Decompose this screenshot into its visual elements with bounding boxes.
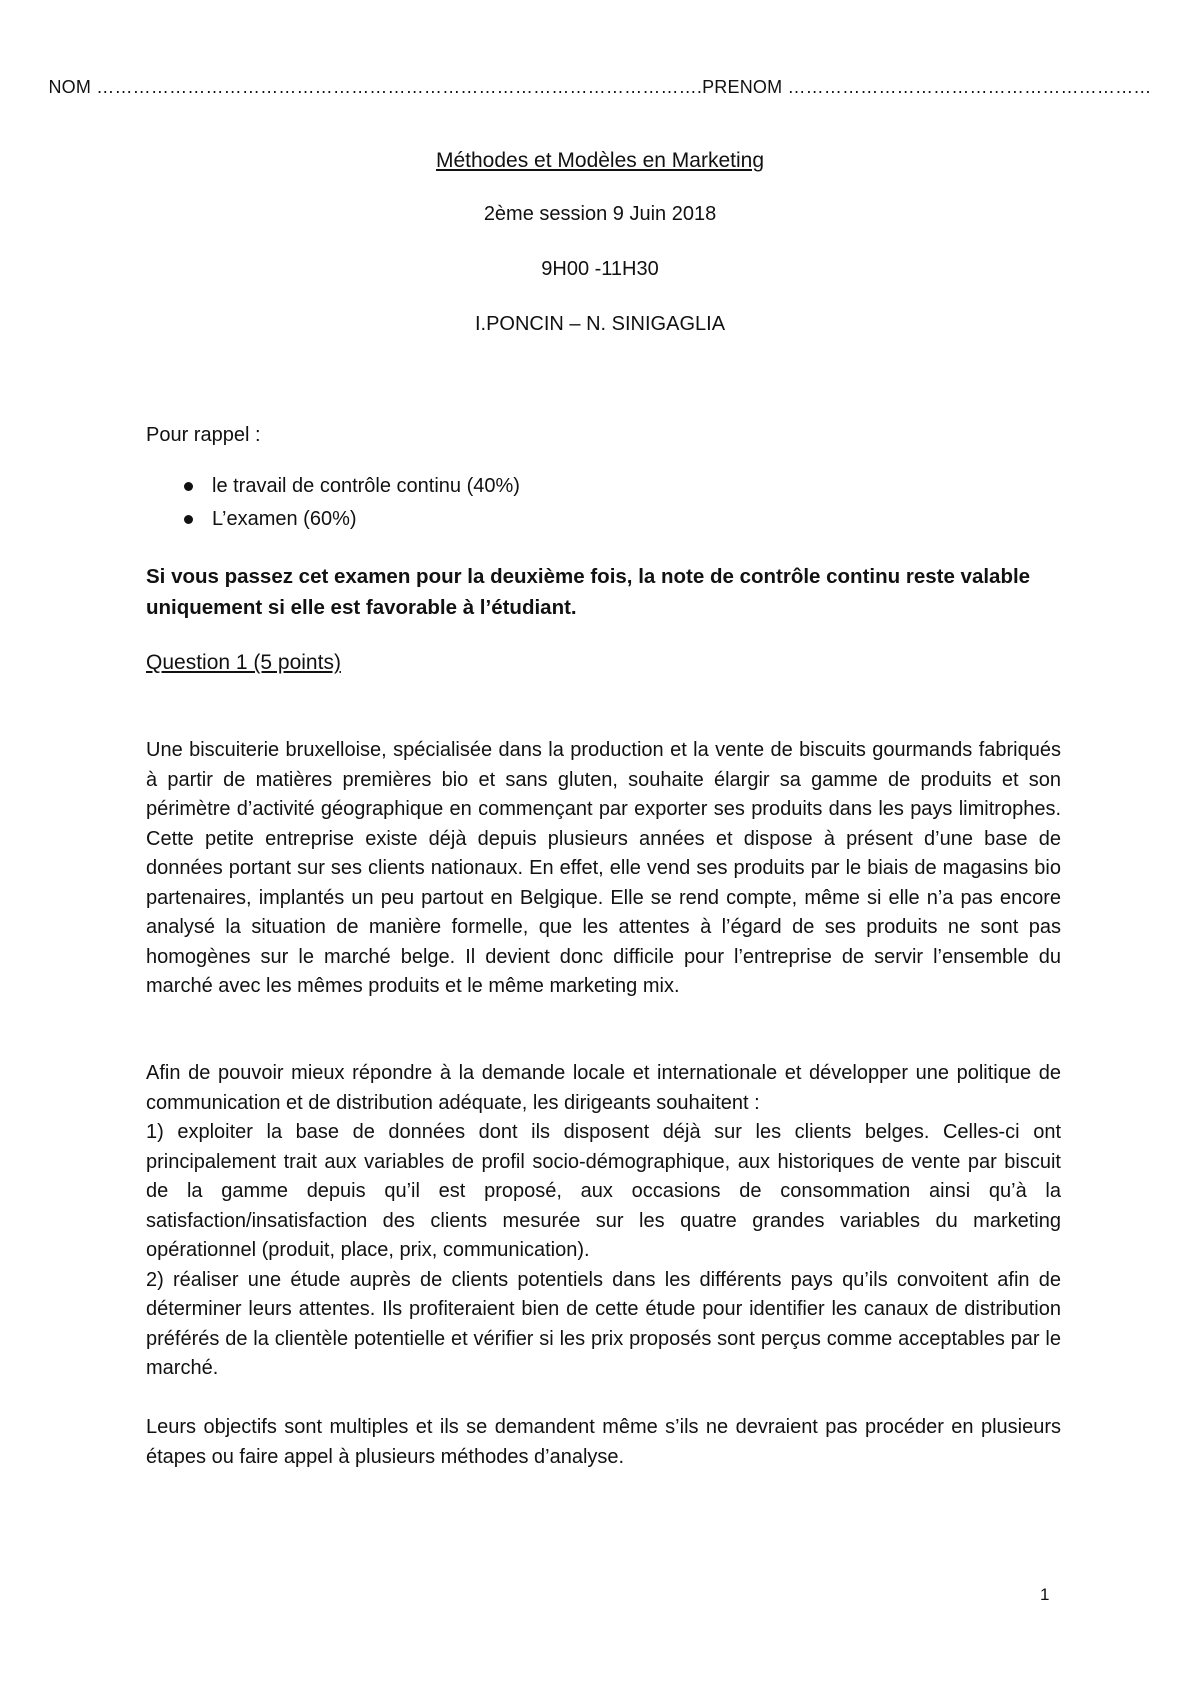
paragraph-text: Leurs objectifs sont multiples et ils se demandent même s’ils ne devraient pas procéder en plusieurs étapes ou faire appel à plusieurs méthodes d’analyse. [146, 1416, 1061, 1468]
page-number: 1 [1040, 1585, 1050, 1604]
document-title: Méthodes et Modèles en Marketing [435, 149, 764, 172]
paragraph-point: 2) réaliser une étude auprès de clients potentiels dans les différents pays qu’ils convoitent afin de déterminer leurs attentes. Ils profiteraient bien de cette étude pour identifier les canaux de distribution préférés de la clientèle potentielle et vérifier si les prix proposés sont perçus comme acceptables par le marché. [146, 1268, 1061, 1379]
question-heading: Question 1 (5 points) [146, 651, 341, 674]
exam-authors: I.PONCIN – N. SINIGAGLIA [474, 313, 726, 335]
paragraph-point: 1) exploiter la base de données dont ils disposent déjà sur les clients belges. Celles-ci ont principalement trait aux variables de profil socio-démographique, aux historiques de vente par biscuit de la gamme depuis qu’il est proposé, aux occasions de consommation ainsi qu’à la satisfaction/insatisfaction des clients mesurée sur les quatre grandes variables du marketing opérationnel (produit, place, prix, communication). [146, 1121, 1061, 1261]
question-paragraph [146, 736, 1061, 1002]
question-paragraph [146, 1413, 1061, 1472]
paragraph-intro: Afin de pouvoir mieux répondre à la demande locale et internationale et développer une politique de communication et de distribution adéquate, les dirigeants souhaitent : [146, 1062, 1061, 1114]
question-paragraph [146, 1059, 1061, 1384]
name-prenom-line: NOM ……………………………………………………………………………………….PRENOM …………………………………………………… [48, 77, 1152, 97]
reminder-item [146, 503, 1061, 536]
retake-note: Si vous passez cet examen pour la deuxième fois, la note de contrôle continu reste valable uniquement si elle est favorable à l’étudiant. [146, 565, 1031, 619]
paragraph-text: Une biscuiterie bruxelloise, spécialisée dans la production et la vente de biscuits gourmands fabriqués à partir de matières premières bio et sans gluten, souhaite élargir sa gamme de produits et son périmètre d’activité géographique en commençant par exporter ses produits dans les pays limitrophes. Cette petite entreprise existe déjà depuis plusieurs années et dispose à présent d’une base de données portant sur ses clients nationaux. En effet, elle vend ses produits par le biais de magasins bio partenaires, implantés un peu partout en Belgique. Elle se rend compte, même si elle n’a pas encore analysé la situation de manière formelle, que les attentes à l’égard de ses produits ne sont pas homogènes sur le marché belge. Il devient donc difficile pour l’entreprise de servir l’ensemble du marché avec les mêmes produits et le même marketing mix. [146, 739, 1061, 997]
exam-time: 9H00 -11H30 [541, 258, 659, 280]
reminder-item-text: le travail de contrôle continu (40%) [212, 475, 520, 497]
bullet-icon [184, 482, 193, 491]
reminder-item-text: L’examen (60%) [212, 508, 357, 530]
reminder-heading: Pour rappel : [146, 424, 261, 446]
reminder-list [146, 470, 1061, 536]
reminder-item [146, 470, 1061, 503]
exam-session: 2ème session 9 Juin 2018 [483, 203, 717, 225]
bullet-icon [184, 515, 193, 524]
